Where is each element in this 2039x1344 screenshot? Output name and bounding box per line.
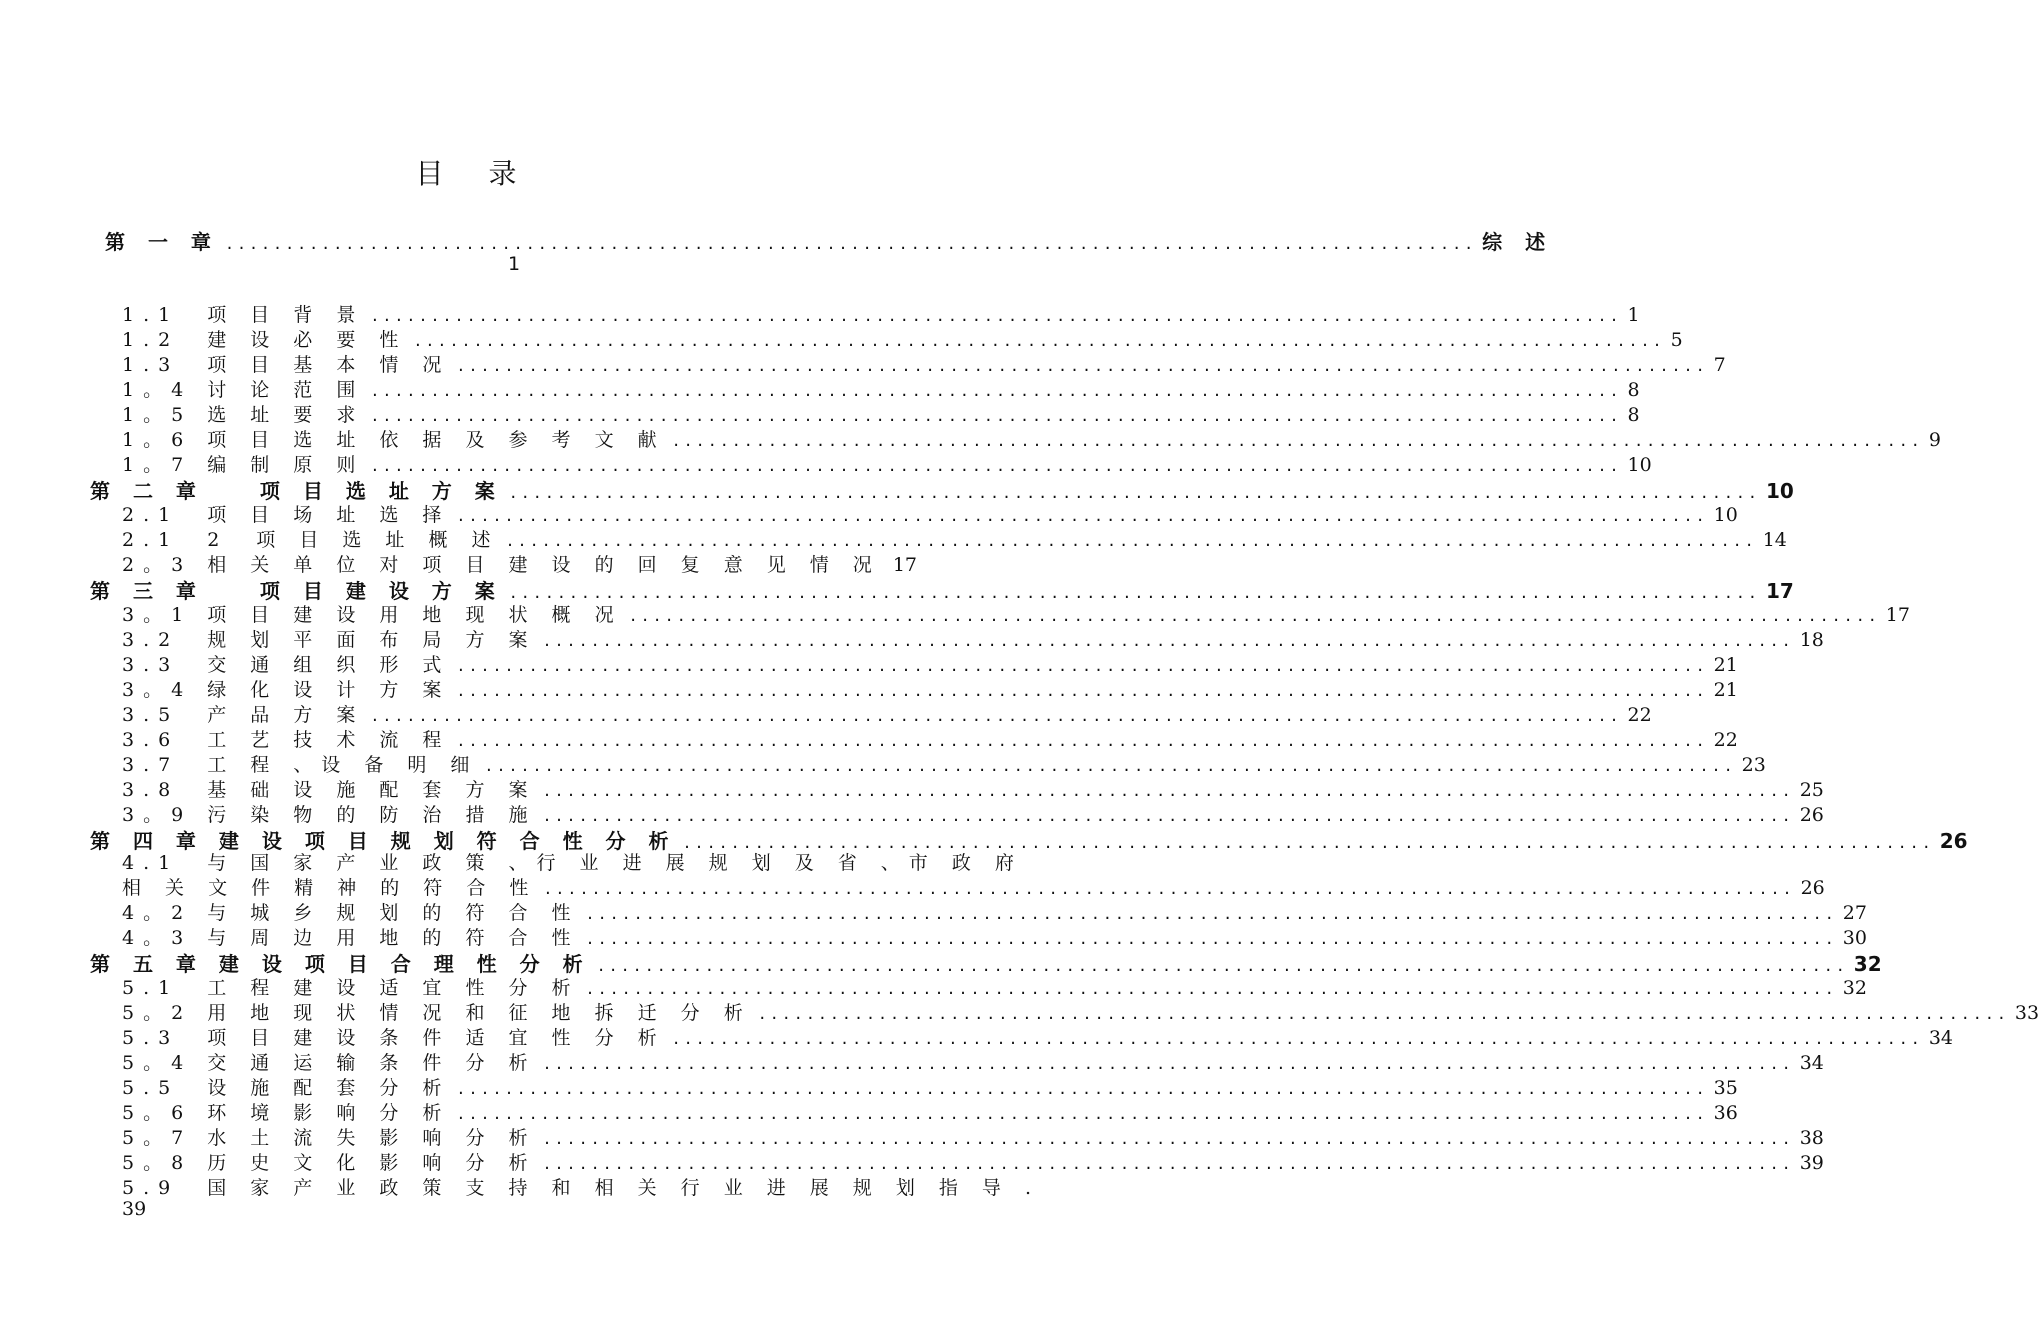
- toc-chapter-row[interactable]: [90, 475, 1794, 503]
- toc-entry-label: 4。2 与 城 乡 规 划 的 符 合 性: [122, 902, 580, 924]
- toc-page-number: 17: [1765, 579, 1794, 603]
- toc-entry-label: 5.5 设 施 配 套 分 析: [122, 1077, 451, 1099]
- toc-leader-dots: ........................................................................................................: [456, 507, 1708, 525]
- toc-page-number: 10: [1627, 454, 1652, 476]
- toc-page-number: 33: [2014, 1002, 2039, 1024]
- toc-leader-dots: ........................................................................................................: [542, 1055, 1794, 1073]
- toc-page-number: 22: [1627, 704, 1652, 726]
- toc-page-number: 5: [1670, 329, 1683, 351]
- toc-entry-label: 5。2 用 地 现 状 情 况 和 征 地 拆 迁 分 析: [122, 1002, 752, 1024]
- toc-page-number: 25: [1799, 779, 1824, 801]
- toc-entry-label: 1。5 选 址 要 求: [122, 404, 365, 426]
- toc-entry-label: 5。6 环 境 影 响 分 析: [122, 1102, 451, 1124]
- toc-entry-label: 2。3 相 关 单 位 对 项 目 建 设 的 回 复 意 见 情 况: [122, 554, 881, 576]
- toc-leader-dots: ........................................................................................................: [484, 757, 1736, 775]
- toc-chapter-1[interactable]: [105, 226, 1554, 254]
- toc-entry-label: 1。7 编 制 原 则: [122, 454, 365, 476]
- toc-leader-dots: ........................................................................................................: [456, 1105, 1708, 1123]
- toc-page-number: 26: [1800, 877, 1825, 899]
- toc-title: 目 录: [415, 157, 535, 190]
- toc-entry-row[interactable]: [122, 1123, 1824, 1149]
- toc-entry-label: 3.7 工 程 、设 备 明 细: [122, 754, 479, 776]
- toc-leader-dots: ........................................................................................................: [505, 532, 1757, 550]
- toc-entry-4-1-line1[interactable]: 4.1 与 国 家 产 业 政 策 、行 业 进 展 规 划 及 省 、市 政 府: [122, 852, 1023, 874]
- toc-page-number: 1: [1627, 304, 1640, 326]
- toc-entry-label: 4。3 与 周 边 用 地 的 符 合 性: [122, 927, 580, 949]
- toc-page-number: 9: [1928, 429, 1941, 451]
- toc-chapter-row[interactable]: [90, 825, 1968, 853]
- toc-page-number: 17: [1885, 604, 1910, 626]
- toc-leader-dots: ........................................................................................................: [456, 682, 1708, 700]
- toc-leader-dots: ........................................................................................................: [508, 584, 1760, 602]
- toc-leader-dots: ........................................................................................................: [682, 834, 1934, 852]
- toc-entry-4-1[interactable]: [122, 873, 1825, 899]
- toc-leader-dots: ........................................................................................................: [585, 930, 1837, 948]
- toc-entry-label: 3.8 基 础 设 施 配 套 方 案: [122, 779, 537, 801]
- toc-entry-label: 第 二 章 项 目 选 址 方 案: [90, 479, 503, 503]
- toc-entry-label: 1.1 项 目 背 景: [122, 304, 365, 326]
- toc-entry-label: 相 关 文 件 精 神 的 符 合 性: [122, 877, 538, 899]
- toc-leader-dots: ........................................................................................................: [671, 432, 1923, 450]
- toc-page-number: 21: [1713, 654, 1738, 676]
- toc-entry-label: 3.5 产 品 方 案: [122, 704, 365, 726]
- toc-leader-dots: ........................................................................................................: [543, 880, 1795, 898]
- toc-entry-label: 3.6 工 艺 技 术 流 程: [122, 729, 451, 751]
- toc-entry-label: 3.2 规 划 平 面 布 局 方 案: [122, 629, 537, 651]
- toc-chapter-row[interactable]: [90, 575, 1794, 603]
- toc-page-number: 21: [1713, 679, 1738, 701]
- toc-leader-dots: ........................................................................................................: [596, 957, 1848, 975]
- toc-entry-row[interactable]: [122, 800, 1824, 826]
- toc-entry-row[interactable]: [122, 400, 1640, 426]
- toc-entry-row[interactable]: [122, 600, 1910, 626]
- toc-entry-row[interactable]: [122, 1048, 1824, 1074]
- toc-entry-5-9-page: 39: [122, 1198, 147, 1220]
- toc-entry-label: 5。8 历 史 文 化 影 响 分 析: [122, 1152, 537, 1174]
- toc-entry-label: 1。4 讨 论 范 围: [122, 379, 365, 401]
- toc-leader-dots: ........................................................................................................: [585, 905, 1837, 923]
- toc-entry-row[interactable]: [122, 425, 1941, 451]
- toc-leader-dots: ........................................................................................................: [370, 382, 1622, 400]
- toc-leader-dots: ........................................................................................................: [542, 1155, 1794, 1173]
- toc-entry-label: 3.3 交 通 组 织 形 式: [122, 654, 451, 676]
- toc-entry-label: 5.3 项 目 建 设 条 件 适 宜 性 分 析: [122, 1027, 666, 1049]
- toc-leader-dots: ........................................................................................................: [508, 484, 1760, 502]
- toc-leader-dots: ........................................................................................................: [542, 807, 1794, 825]
- toc-leader-dots: ........................................................................................................: [542, 1130, 1794, 1148]
- toc-chapter-row[interactable]: [90, 948, 1882, 976]
- toc-page-number: 10: [1765, 479, 1794, 503]
- toc-entry-label: 3。9 污 染 物 的 防 治 措 施: [122, 804, 537, 826]
- toc-entry-row[interactable]: [122, 1148, 1824, 1174]
- toc-entry-row[interactable]: [122, 625, 1824, 651]
- toc-entry-row[interactable]: [122, 898, 1867, 924]
- toc-entry-row[interactable]: [122, 1023, 1954, 1049]
- toc-page-number: 8: [1627, 379, 1640, 401]
- toc-entry-row[interactable]: [122, 350, 1726, 376]
- toc-leader-dots: ........................................................................................................: [542, 632, 1794, 650]
- toc-entry-row[interactable]: [122, 375, 1640, 401]
- toc-page-number: 30: [1842, 927, 1867, 949]
- toc-entry-label: 1。6 项 目 选 址 依 据 及 参 考 文 献: [122, 429, 666, 451]
- toc-entry-label: 5.1 工 程 建 设 适 宜 性 分 析: [122, 977, 580, 999]
- toc-leader-dots: ........................................................................................................: [671, 1030, 1923, 1048]
- toc-leader-dots: ........................................................................................................: [456, 1080, 1708, 1098]
- toc-page-number: 27: [1842, 902, 1867, 924]
- toc-page-number: 18: [1799, 629, 1824, 651]
- toc-entry-row[interactable]: [122, 775, 1824, 801]
- toc-leader-dots: ........................................................................................................: [628, 607, 1880, 625]
- toc-page-number: 39: [1799, 1152, 1824, 1174]
- toc-page-number: 26: [1799, 804, 1824, 826]
- toc-entry-label: 5。7 水 土 流 失 影 响 分 析: [122, 1127, 537, 1149]
- toc-entry-row[interactable]: [122, 500, 1738, 526]
- toc-page-number: 22: [1713, 729, 1738, 751]
- toc-chapter-1-page: 1: [507, 253, 521, 275]
- toc-entry-row[interactable]: [122, 725, 1738, 751]
- toc-entry-label: 5。4 交 通 运 输 条 件 分 析: [122, 1052, 537, 1074]
- toc-entry-row[interactable]: [122, 998, 2039, 1024]
- toc-entry-row[interactable]: [122, 973, 1867, 999]
- toc-page-number: 32: [1842, 977, 1867, 999]
- toc-page-number: 32: [1853, 952, 1882, 976]
- toc-entry-5-9-line1[interactable]: 5.9 国 家 产 业 政 策 支 持 和 相 关 行 业 进 展 规 划 指 导 .: [122, 1177, 1041, 1199]
- toc-page-number: 14: [1762, 529, 1787, 551]
- toc-leader-dots: ........................................................................................................: [224, 235, 1477, 253]
- toc-entry-label: 3。4 绿 化 设 计 方 案: [122, 679, 451, 701]
- toc-entry-row[interactable]: [122, 650, 1738, 676]
- toc-page-number: 34: [1928, 1027, 1954, 1049]
- toc-page-number: 36: [1713, 1102, 1738, 1124]
- toc-leader-dots: ........................................................................................................: [370, 457, 1622, 475]
- toc-leader-dots: ........................................................................................................: [456, 732, 1708, 750]
- toc-leader-dots: ........................................................................................................: [456, 657, 1708, 675]
- toc-entry-row[interactable]: [122, 525, 1787, 551]
- toc-entry-label: 第 三 章 项 目 建 设 方 案: [90, 579, 503, 603]
- toc-page-number: 17: [892, 554, 917, 576]
- toc-entry-label: 3。1 项 目 建 设 用 地 现 状 概 况: [122, 604, 623, 626]
- toc-entry-row[interactable]: [122, 700, 1652, 726]
- toc-entry-row[interactable]: [122, 1098, 1738, 1124]
- toc-page-number: 7: [1713, 354, 1726, 376]
- toc-leader-dots: ........................................................................................................: [542, 782, 1794, 800]
- toc-entry-row[interactable]: [122, 923, 1867, 949]
- toc-entry-label: 2.1 2 项 目 选 址 概 述: [122, 529, 500, 551]
- toc-entry-row[interactable]: [122, 1073, 1738, 1099]
- toc-chapter-1-label: 第 一 章: [105, 230, 219, 254]
- toc-entry-label: 第 五 章 建 设 项 目 合 理 性 分 析: [90, 952, 591, 976]
- toc-page-number: 35: [1713, 1077, 1738, 1099]
- toc-page-number: 8: [1627, 404, 1640, 426]
- toc-entry-label: 1.2 建 设 必 要 性: [122, 329, 408, 351]
- toc-entry-row[interactable]: [122, 450, 1652, 476]
- toc-entry-label: 2.1 项 目 场 址 选 择: [122, 504, 451, 526]
- toc-leader-dots: ........................................................................................................: [370, 707, 1622, 725]
- toc-page-number: 23: [1741, 754, 1766, 776]
- toc-leader-dots: ........................................................................................................: [757, 1005, 2009, 1023]
- toc-page-number: 10: [1713, 504, 1738, 526]
- toc-page-number: 38: [1799, 1127, 1824, 1149]
- toc-page-number: 26: [1939, 829, 1968, 853]
- toc-page-number: 34: [1799, 1052, 1824, 1074]
- toc-leader-dots: ........................................................................................................: [413, 332, 1665, 350]
- toc-entry-label: 第 四 章 建 设 项 目 规 划 符 合 性 分 析: [90, 829, 677, 853]
- toc-leader-dots: ........................................................................................................: [585, 980, 1837, 998]
- toc-entry-row[interactable]: [122, 550, 917, 576]
- toc-entry-row[interactable]: [122, 325, 1683, 351]
- toc-chapter-1-title: 综 述: [1482, 230, 1554, 254]
- toc-leader-dots: ........................................................................................................: [370, 307, 1622, 325]
- toc-leader-dots: ........................................................................................................: [370, 407, 1622, 425]
- toc-leader-dots: ........................................................................................................: [456, 357, 1708, 375]
- toc-entry-row[interactable]: [122, 675, 1738, 701]
- toc-entry-row[interactable]: [122, 300, 1640, 326]
- toc-entry-row[interactable]: [122, 750, 1766, 776]
- toc-entry-label: 1.3 项 目 基 本 情 况: [122, 354, 451, 376]
